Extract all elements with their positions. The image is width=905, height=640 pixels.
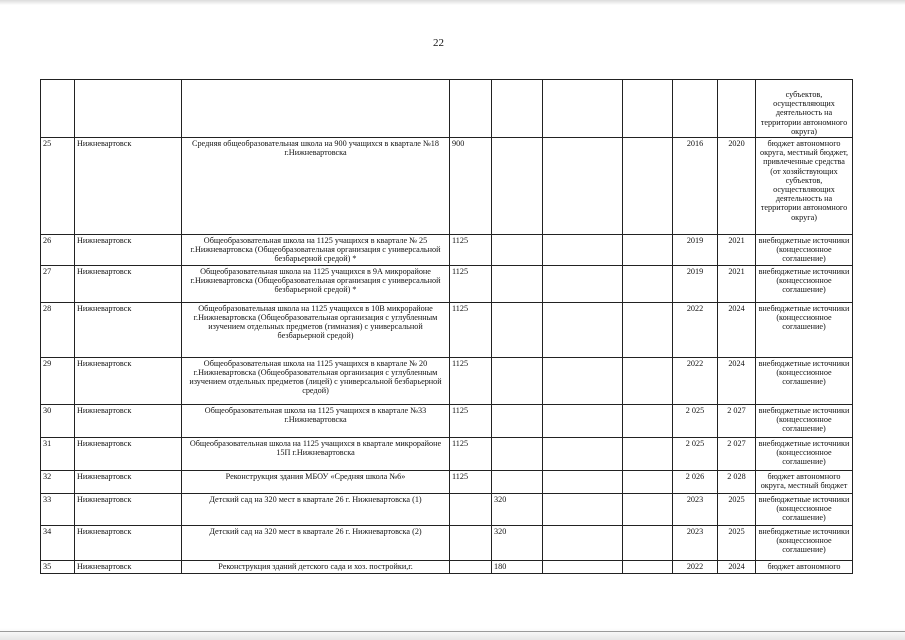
cell-city: Нижневартовск	[75, 138, 182, 235]
cell-blank	[623, 470, 673, 493]
cell-name: Средняя общеобразовательная школа на 900 учащихся в квартале №18 г.Нижневартовска	[182, 138, 450, 235]
cell-year-start: 2019	[673, 235, 718, 266]
cell-city: Нижневартовск	[75, 302, 182, 357]
cell-name: Общеобразовательная школа на 1125 учащихся в квартале № 20 г.Нижневартовска (Общеобразовательная организация с углубленным изучением отдельных предметов (лицей) с универсальной безбарьерной средой)	[182, 357, 450, 404]
cell-blank	[623, 560, 673, 573]
cell-num: 34	[41, 525, 75, 560]
table-row	[41, 357, 853, 404]
table-row	[41, 265, 853, 302]
cell-num: 30	[41, 404, 75, 437]
table-row	[41, 302, 853, 357]
cell-city: Нижневартовск	[75, 404, 182, 437]
cell-year-start	[673, 80, 718, 138]
cell-capacity-3	[543, 138, 623, 235]
cell-year-end: 2021	[718, 265, 756, 302]
table-row	[41, 235, 853, 266]
cell-name: Общеобразовательная школа на 1125 учащихся в 10В микрорайоне г.Нижневартовска (Общеобразовательная организация с углубленным изучением отдельных предметов (гимназия) с универсальной безбарьерной средой)	[182, 302, 450, 357]
cell-name: Общеобразовательная школа на 1125 учащихся в квартале микрорайоне 15П г.Нижневартовска	[182, 437, 450, 470]
cell-capacity-3	[543, 302, 623, 357]
cell-num: 31	[41, 437, 75, 470]
cell-city: Нижневартовск	[75, 525, 182, 560]
scan-edge-top	[0, 0, 905, 5]
cell-year-end: 2020	[718, 138, 756, 235]
cell-year-start: 2023	[673, 493, 718, 525]
cell-num: 29	[41, 357, 75, 404]
cell-year-start: 2022	[673, 560, 718, 573]
cell-year-start: 2016	[673, 138, 718, 235]
table-row	[41, 560, 853, 573]
cell-capacity-2	[492, 357, 543, 404]
cell-year-end: 2025	[718, 525, 756, 560]
cell-capacity-2	[492, 80, 543, 138]
cell-year-end: 2024	[718, 560, 756, 573]
cell-capacity-1	[450, 493, 492, 525]
cell-blank	[623, 80, 673, 138]
cell-num: 35	[41, 560, 75, 573]
cell-capacity-2: 320	[492, 525, 543, 560]
page-number: 22	[433, 37, 444, 49]
cell-year-end: 2 027	[718, 404, 756, 437]
cell-capacity-3	[543, 437, 623, 470]
cell-year-end: 2 028	[718, 470, 756, 493]
cell-year-end: 2021	[718, 235, 756, 266]
cell-city: Нижневартовск	[75, 493, 182, 525]
table-row	[41, 493, 853, 525]
cell-name: Реконструкция здания МБОУ «Средняя школа №6»	[182, 470, 450, 493]
cell-num	[41, 80, 75, 138]
cell-capacity-3	[543, 265, 623, 302]
table-row	[41, 404, 853, 437]
cell-capacity-1: 1125	[450, 265, 492, 302]
cell-year-start: 2023	[673, 525, 718, 560]
cell-city	[75, 80, 182, 138]
cell-capacity-2	[492, 404, 543, 437]
cell-name	[182, 80, 450, 138]
cell-funding-source: внебюджетные источники (концессионное соглашение)	[756, 265, 853, 302]
cell-capacity-3	[543, 235, 623, 266]
cell-funding-source: бюджет автономного	[756, 560, 853, 573]
cell-name: Общеобразовательная школа на 1125 учащихся в квартале № 25 г.Нижневартовска (Общеобразовательная организация с универсальной безбарьерной средой) *	[182, 235, 450, 266]
scan-line	[0, 631, 905, 632]
cell-funding-source: внебюджетные источники (концессионное соглашение)	[756, 235, 853, 266]
cell-funding-source: внебюджетные источники (концессионное соглашение)	[756, 493, 853, 525]
table-row	[41, 470, 853, 493]
table-row	[41, 437, 853, 470]
cell-capacity-3	[543, 404, 623, 437]
cell-year-start: 2022	[673, 357, 718, 404]
cell-year-end: 2025	[718, 493, 756, 525]
cell-year-end: 2024	[718, 302, 756, 357]
cell-year-start: 2 026	[673, 470, 718, 493]
cell-capacity-1	[450, 560, 492, 573]
cell-city: Нижневартовск	[75, 560, 182, 573]
cell-capacity-2	[492, 470, 543, 493]
cell-year-start: 2 025	[673, 404, 718, 437]
cell-capacity-1: 900	[450, 138, 492, 235]
objects-table	[40, 79, 853, 574]
cell-year-start: 2019	[673, 265, 718, 302]
cell-capacity-3	[543, 80, 623, 138]
cell-funding-source: внебюджетные источники (концессионное соглашение)	[756, 437, 853, 470]
cell-capacity-2	[492, 235, 543, 266]
cell-name: Детский сад на 320 мест в квартале 26 г. Нижневартовска (1)	[182, 493, 450, 525]
cell-city: Нижневартовск	[75, 437, 182, 470]
cell-blank	[623, 235, 673, 266]
cell-capacity-2	[492, 437, 543, 470]
cell-year-start: 2 025	[673, 437, 718, 470]
scan-edge-bottom	[0, 628, 905, 640]
cell-name: Общеобразовательная школа на 1125 учащихся в квартале №33 г.Нижневартовска	[182, 404, 450, 437]
cell-capacity-3	[543, 357, 623, 404]
cell-capacity-1	[450, 525, 492, 560]
table-row	[41, 525, 853, 560]
cell-capacity-1: 1125	[450, 437, 492, 470]
cell-city: Нижневартовск	[75, 235, 182, 266]
cell-blank	[623, 265, 673, 302]
cell-funding-source: внебюджетные источники (концессионное соглашение)	[756, 404, 853, 437]
cell-year-end: 2 027	[718, 437, 756, 470]
cell-year-end: 2024	[718, 357, 756, 404]
cell-funding-source: бюджет автономного округа, местный бюджет, привлеченные средства (от хозяйствующих субъектов, осуществляющих деятельность на территории автономного округа)	[756, 138, 853, 235]
cell-capacity-1: 1125	[450, 235, 492, 266]
table-row	[41, 138, 853, 235]
cell-capacity-2: 320	[492, 493, 543, 525]
cell-funding-source: субъектов, осуществляющих деятельность на территории автономного округа)	[756, 80, 853, 138]
cell-blank	[623, 302, 673, 357]
cell-name: Реконструкция зданий детского сада и хоз. постройки,г.	[182, 560, 450, 573]
cell-blank	[623, 437, 673, 470]
cell-num: 28	[41, 302, 75, 357]
cell-capacity-1: 1125	[450, 404, 492, 437]
cell-capacity-2	[492, 265, 543, 302]
cell-funding-source: бюджет автономного округа, местный бюджет	[756, 470, 853, 493]
cell-capacity-1: 1125	[450, 302, 492, 357]
cell-funding-source: внебюджетные источники (концессионное соглашение)	[756, 357, 853, 404]
cell-capacity-3	[543, 470, 623, 493]
cell-capacity-3	[543, 560, 623, 573]
cell-blank	[623, 493, 673, 525]
table-row-continued	[41, 80, 853, 138]
cell-year-end	[718, 80, 756, 138]
cell-city: Нижневартовск	[75, 357, 182, 404]
cell-name: Детский сад на 320 мест в квартале 26 г. Нижневартовска (2)	[182, 525, 450, 560]
cell-capacity-1: 1125	[450, 357, 492, 404]
cell-blank	[623, 138, 673, 235]
cell-capacity-3	[543, 525, 623, 560]
cell-funding-source: внебюджетные источники (концессионное соглашение)	[756, 525, 853, 560]
cell-num: 33	[41, 493, 75, 525]
cell-funding-source: внебюджетные источники (концессионное соглашение)	[756, 302, 853, 357]
cell-year-start: 2022	[673, 302, 718, 357]
cell-blank	[623, 357, 673, 404]
cell-num: 26	[41, 235, 75, 266]
cell-city: Нижневартовск	[75, 265, 182, 302]
cell-num: 27	[41, 265, 75, 302]
cell-capacity-1	[450, 80, 492, 138]
cell-capacity-2	[492, 138, 543, 235]
cell-capacity-2	[492, 302, 543, 357]
cell-blank	[623, 525, 673, 560]
cell-num: 32	[41, 470, 75, 493]
cell-capacity-1: 1125	[450, 470, 492, 493]
cell-city: Нижневартовск	[75, 470, 182, 493]
cell-name: Общеобразовательная школа на 1125 учащихся в 9А микрорайоне г.Нижневартовска (Общеобразовательная организация с универсальной безбарьерной средой) *	[182, 265, 450, 302]
cell-blank	[623, 404, 673, 437]
cell-capacity-2: 180	[492, 560, 543, 573]
cell-num: 25	[41, 138, 75, 235]
cell-capacity-3	[543, 493, 623, 525]
